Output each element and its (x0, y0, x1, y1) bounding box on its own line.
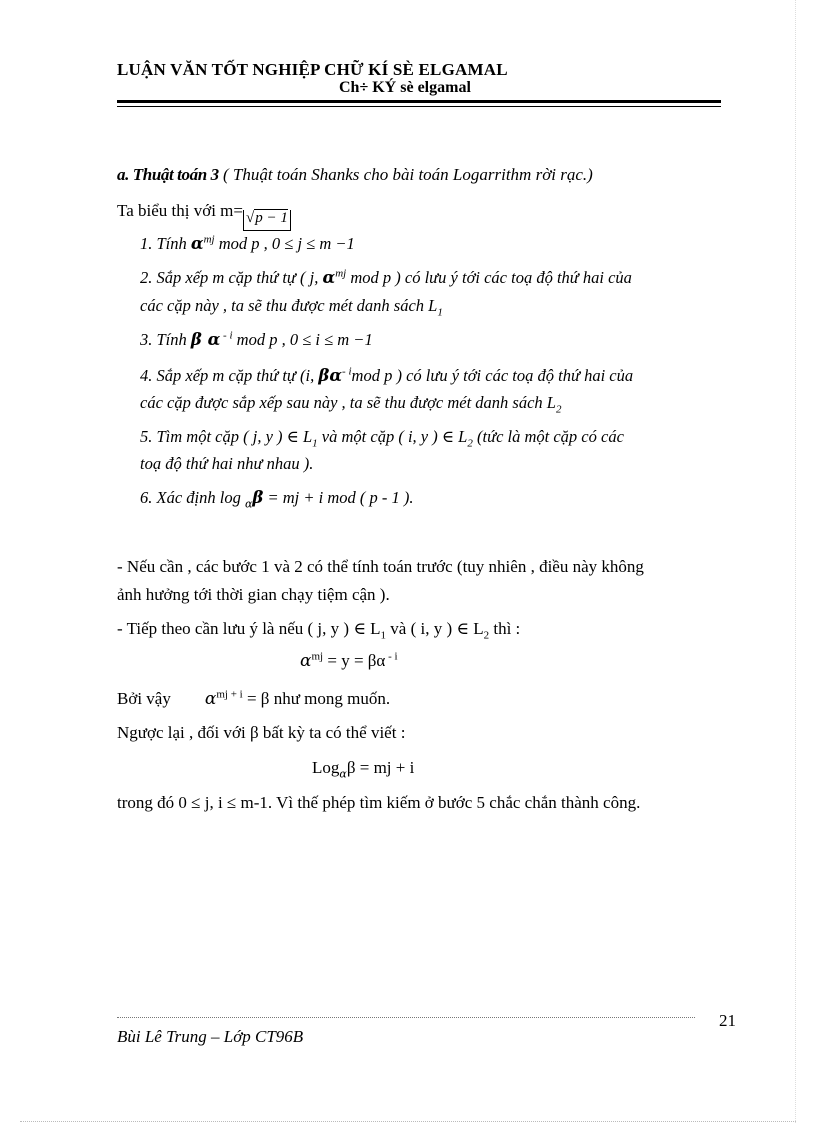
beta-alpha-symbol: βα (318, 366, 343, 385)
page-bottom-border (20, 1121, 796, 1122)
subscript: 2 (483, 629, 490, 642)
subscript: 1 (437, 306, 443, 319)
step-4-text: 4. Sắp xếp m cặp thứ tự (i, (140, 366, 319, 385)
step-5-line-1 (140, 427, 624, 450)
subscript-alpha: α (339, 767, 347, 781)
step-2-rest: mod p ) có lưu ý tới các toạ độ thứ hai của (346, 268, 632, 287)
document-header-title: LUẬN VĂN TỐT NGHIỆP CHỮ KÍ SÈ ELGAMAL (117, 60, 508, 79)
step-6 (140, 488, 414, 511)
exponent: mj (203, 233, 215, 246)
exponent: - i (385, 650, 398, 663)
step-1 (140, 234, 355, 254)
step-3-rest: mod p , 0 ≤ i ≤ m −1 (232, 330, 373, 349)
step-2-text: 2. Sắp xếp m cặp thứ tự ( j, (140, 268, 323, 287)
alpha-symbol: α (322, 268, 336, 287)
equation-2 (312, 758, 415, 781)
radicand: p − 1 (255, 210, 288, 226)
step-6-rest: = mj + i mod ( p - 1 ). (263, 488, 414, 507)
page-number: 21 (719, 1011, 736, 1030)
paragraph-2-end: thì : (489, 619, 521, 638)
paragraph-3 (117, 689, 390, 709)
exponent: - i (342, 365, 352, 378)
equation-2-rest: β = mj + i (346, 758, 415, 777)
step-4-text-2: các cặp được sắp xếp sau này , ta sẽ thu được mét danh sách L (140, 393, 556, 412)
paragraph-5: trong đó 0 ≤ j, i ≤ m-1. Vì thế phép tìm kiếm ở bước 5 chắc chắn thành công. (117, 793, 641, 812)
step-5-text: 5. Tìm một cặp ( j, y ) ∈ L (140, 427, 313, 446)
step-4-rest: mod p ) có lưu ý tới các toạ độ thứ hai của (351, 366, 634, 385)
document-header-subtitle: Ch÷ KÝ sè elgamal (339, 79, 471, 96)
step-5-text-mid: và một cặp ( i, y ) ∈ L (317, 427, 468, 446)
paragraph-2 (117, 619, 521, 642)
paragraph-2-mid: và ( i, y ) ∈ L (386, 619, 484, 638)
exponent: mj + i (216, 688, 243, 701)
step-2-line-2 (140, 296, 443, 319)
alpha-symbol: α (190, 234, 204, 253)
step-5-text-end: (tức là một cặp có các (472, 427, 624, 446)
step-1-text: 1. Tính (140, 234, 191, 253)
exponent: mj (335, 267, 347, 280)
equation-1-middle: = y = βα (323, 651, 386, 670)
exponent: mj (311, 650, 324, 663)
alpha-symbol: α (300, 651, 312, 671)
step-2-line-1 (140, 268, 632, 288)
subscript: 2 (467, 437, 473, 450)
step-1-rest: mod p , 0 ≤ j ≤ m −1 (214, 234, 355, 253)
alpha-symbol: α (204, 689, 217, 709)
step-6-text: 6. Xác định log (140, 488, 245, 507)
exponent: - i (220, 329, 233, 342)
footer-author: Bùi Lê Trung – Lớp CT96B (117, 1027, 304, 1046)
page-right-border (795, 0, 796, 1123)
intro-line (117, 201, 291, 231)
step-2-text-2: các cặp này , ta sẽ thu được mét danh sách L (140, 296, 438, 315)
intro-text: Ta biểu thị với m= (117, 201, 243, 220)
subscript: 2 (555, 403, 562, 416)
paragraph-4: Ngược lại , đối với β bất kỳ ta có thể viết : (117, 723, 406, 742)
floor-sqrt-expression: √p − 1 (243, 210, 291, 231)
section-label: a. Thuật toán 3 (117, 165, 219, 184)
step-4-line-1 (140, 366, 633, 386)
subscript-alpha: α (244, 497, 253, 511)
subscript: 1 (312, 437, 318, 450)
equation-1 (300, 651, 398, 671)
beta-symbol: β (252, 488, 264, 507)
paragraph-1-line-2: ảnh hưởng tới thời gian chạy tiệm cận ). (117, 585, 390, 604)
section-heading (117, 165, 593, 185)
step-3-text: 3. Tính (140, 330, 191, 349)
step-5-line-2 (140, 454, 313, 474)
header-rule-thick (117, 100, 721, 103)
paragraph-3-text: Bởi vậy (117, 689, 171, 708)
paragraph-3-rest: = β như mong muốn. (242, 689, 391, 708)
paragraph-2-text: - Tiếp theo cần lưu ý là nếu ( j, y ) ∈ L (117, 619, 381, 638)
header-rule-thin (117, 106, 721, 107)
step-5-text-2: toạ độ thứ hai như nhau ). (140, 454, 314, 473)
footer-divider (117, 1017, 695, 1018)
paragraph-1-line-1: - Nếu cần , các bước 1 và 2 có thể tính toán trước (tuy nhiên , điều này không (117, 557, 644, 576)
subscript: 1 (380, 629, 387, 642)
beta-alpha-symbol: β α (190, 330, 221, 349)
section-title-rest: ( Thuật toán Shanks cho bài toán Logarrithm rời rạc.) (218, 165, 593, 184)
log-label: Log (312, 758, 340, 777)
step-4-line-2 (140, 393, 562, 416)
step-3 (140, 330, 373, 350)
